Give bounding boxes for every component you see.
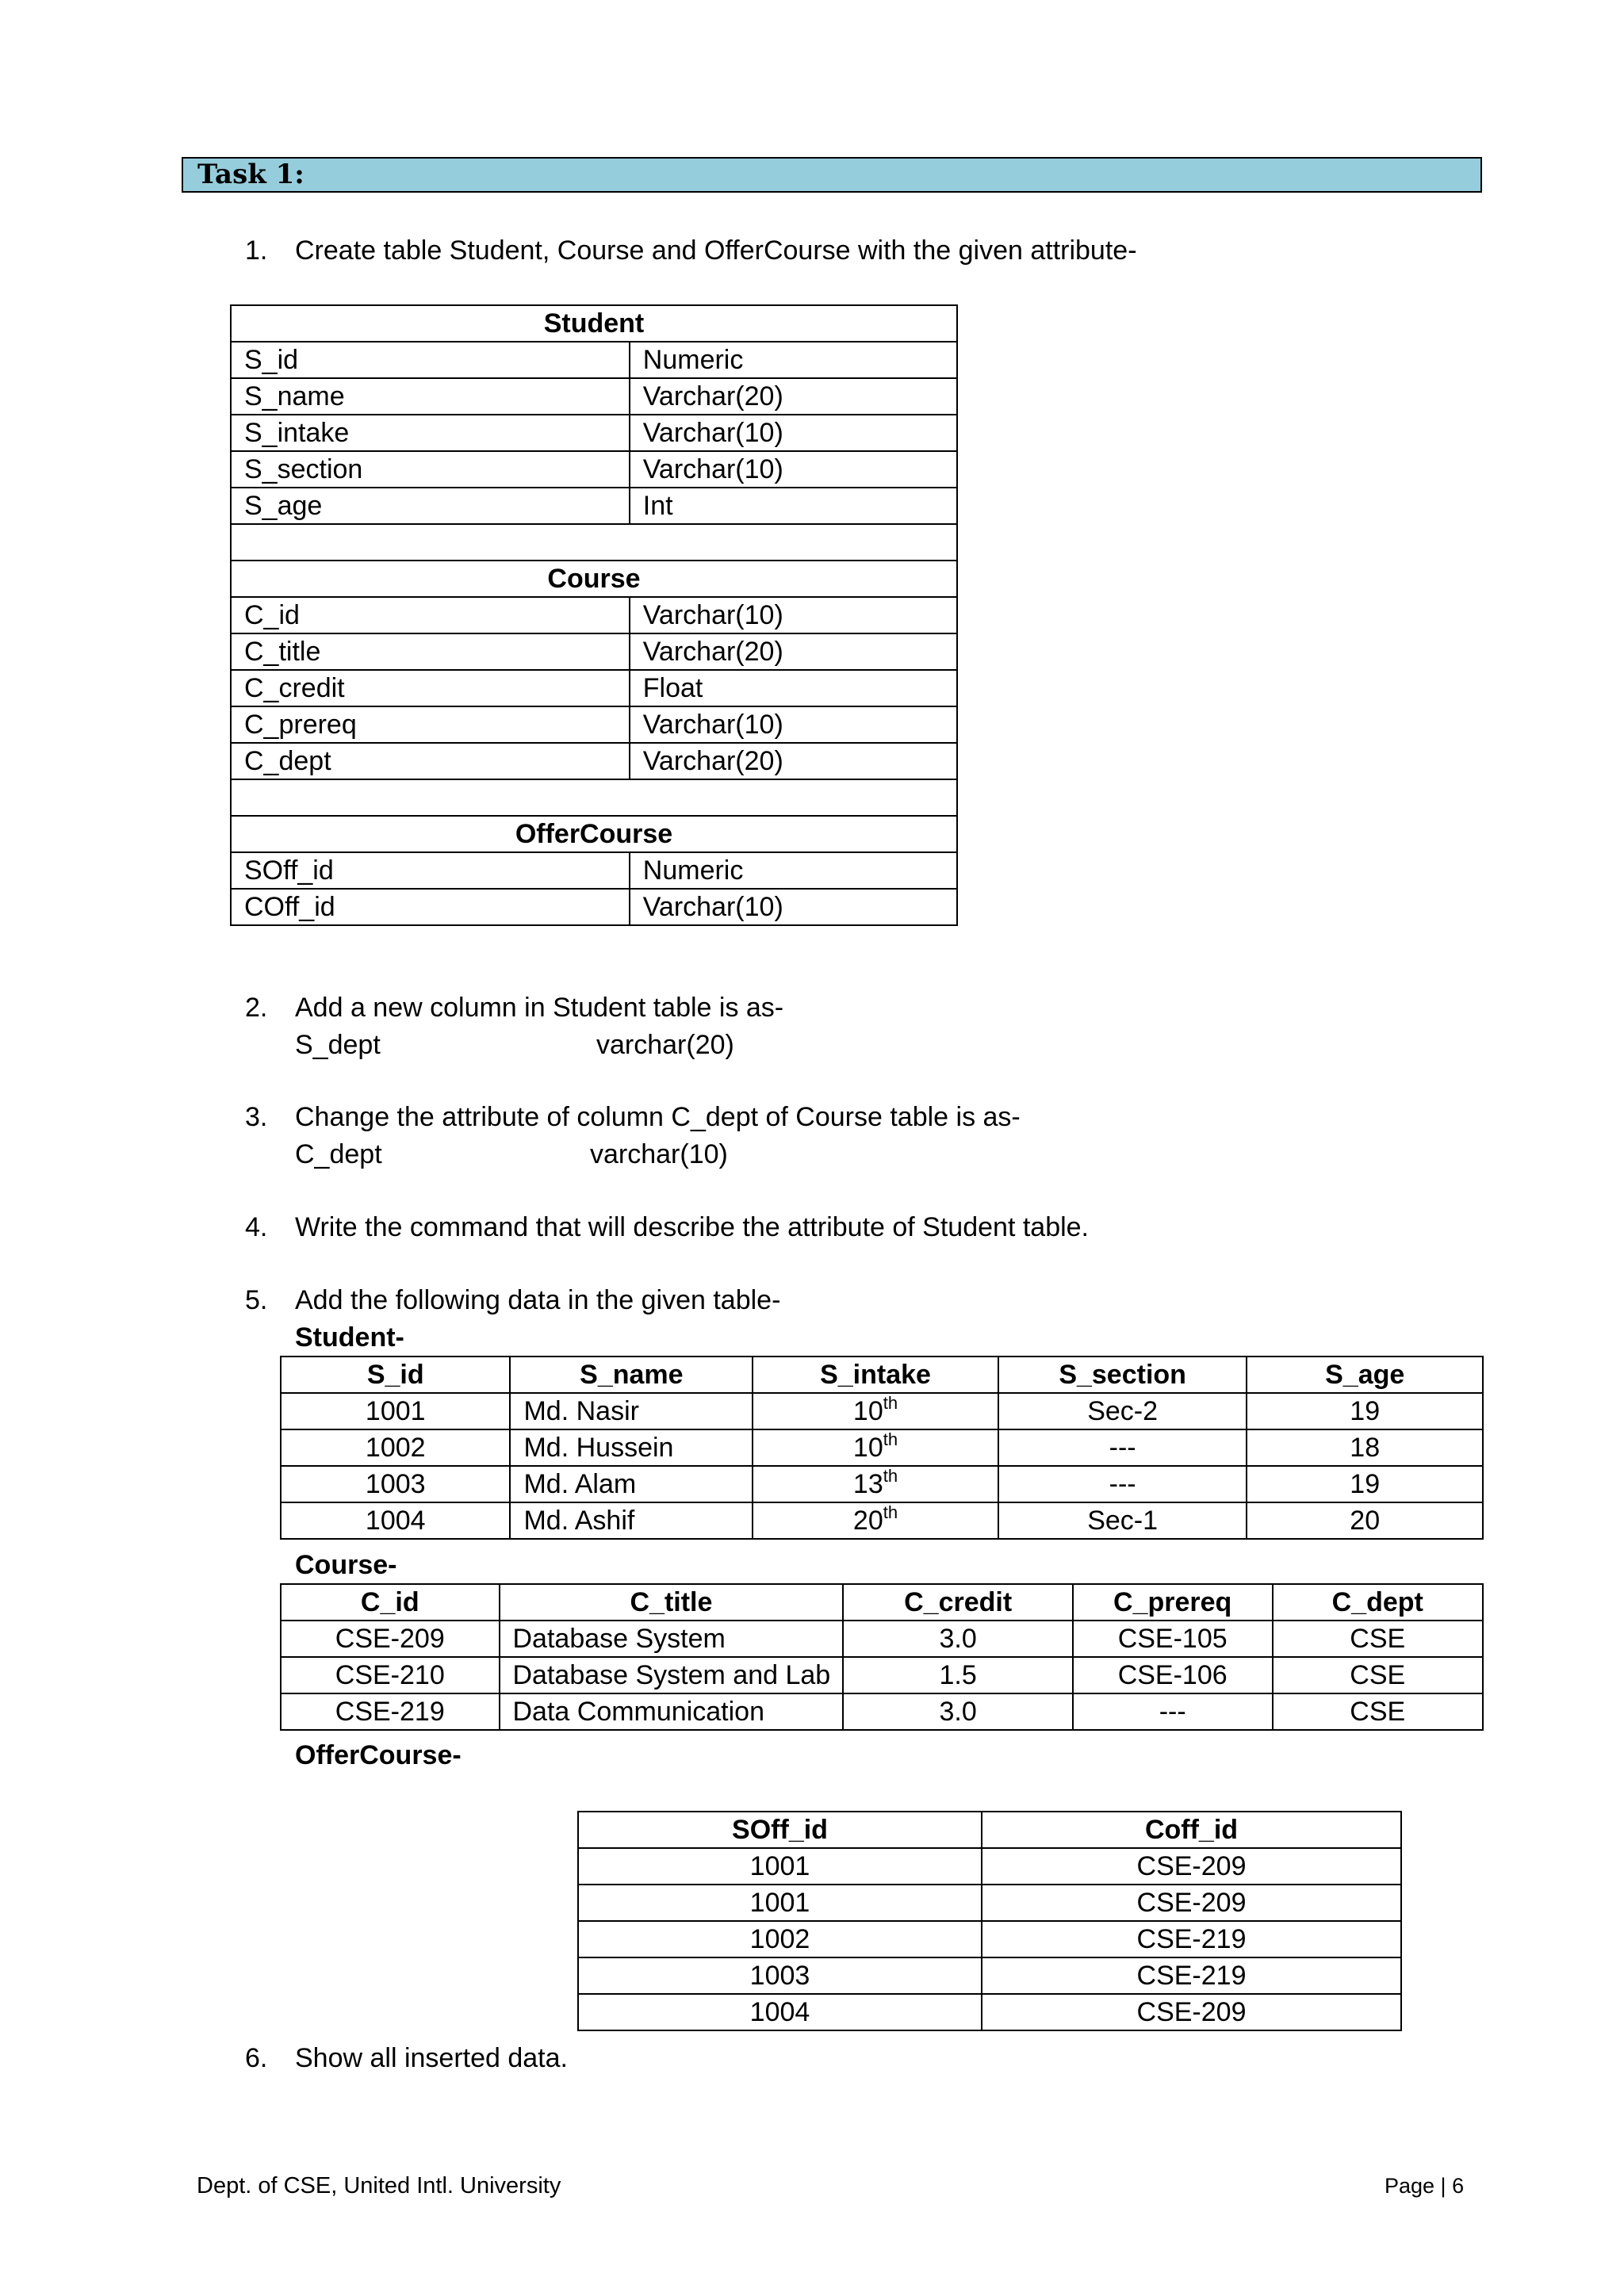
table-cell: 19 — [1247, 1393, 1483, 1429]
table-cell: CSE — [1273, 1621, 1484, 1657]
table-cell: 1001 — [578, 1848, 982, 1885]
column-header: S_section — [998, 1357, 1247, 1393]
item-4-text: Write the command that will describe the attribute of Student table. — [295, 1212, 1090, 1242]
table-row — [231, 706, 957, 743]
column-header: S_id — [281, 1357, 510, 1393]
item-5-text: Add the following data in the given table- — [295, 1285, 781, 1315]
table-cell — [753, 1429, 998, 1466]
table-cell: Varchar(20) — [630, 743, 957, 779]
intake-value: 10 — [852, 1396, 883, 1426]
item-2-number: 2. — [245, 993, 268, 1023]
table-row — [231, 597, 957, 633]
table-cell: CSE-210 — [281, 1657, 500, 1693]
ordinal-suffix: th — [883, 1465, 898, 1486]
table-cell: Md. Ashif — [510, 1502, 753, 1539]
table-cell: 3.0 — [843, 1693, 1072, 1730]
task-header — [182, 157, 1482, 193]
table-cell: 1001 — [281, 1393, 510, 1429]
table-cell: 1001 — [578, 1885, 982, 1921]
table-cell: CSE-209 — [982, 1885, 1401, 1921]
item-1-text: Create table Student, Course and OfferCourse with the given attribute- — [295, 235, 1137, 266]
table-cell: CSE-219 — [281, 1693, 500, 1730]
table-cell: S_name — [231, 378, 630, 415]
table-cell: Varchar(10) — [630, 451, 957, 488]
table-cell: Varchar(20) — [630, 378, 957, 415]
student-data-label: Student- — [295, 1322, 404, 1353]
table-row — [231, 378, 957, 415]
column-header: S_intake — [753, 1357, 998, 1393]
table-row — [578, 1994, 1401, 2030]
column-header: C_title — [500, 1584, 844, 1621]
table-cell: Md. Nasir — [510, 1393, 753, 1429]
table-row — [578, 1885, 1401, 1921]
table-cell: Varchar(10) — [630, 889, 957, 925]
table-row — [281, 1393, 1483, 1429]
schema-offer-title: OfferCourse — [231, 816, 957, 852]
table-cell: C_credit — [231, 670, 630, 706]
table-cell: --- — [998, 1466, 1247, 1502]
table-row — [231, 451, 957, 488]
table-row — [281, 1693, 1483, 1730]
table-cell: 1004 — [578, 1994, 982, 2030]
table-cell: Database System — [500, 1621, 844, 1657]
table-cell: COff_id — [231, 889, 630, 925]
ordinal-suffix: th — [883, 1502, 898, 1522]
table-cell: CSE — [1273, 1657, 1484, 1693]
item-2-attr-name: S_dept — [295, 1030, 381, 1060]
table-cell: 18 — [1247, 1429, 1483, 1466]
table-row — [578, 1957, 1401, 1994]
column-header: C_dept — [1273, 1584, 1484, 1621]
table-cell: CSE-105 — [1073, 1621, 1273, 1657]
table-row — [281, 1429, 1483, 1466]
table-cell: 1002 — [281, 1429, 510, 1466]
table-row — [231, 670, 957, 706]
table-row — [578, 1848, 1401, 1885]
table-cell: 1.5 — [843, 1657, 1072, 1693]
schema-course-title: Course — [231, 561, 957, 597]
table-cell: Varchar(10) — [630, 706, 957, 743]
table-cell: 1002 — [578, 1921, 982, 1957]
table-cell: 3.0 — [843, 1621, 1072, 1657]
table-cell: C_id — [231, 597, 630, 633]
item-2-text: Add a new column in Student table is as- — [295, 993, 784, 1023]
table-cell: Database System and Lab — [500, 1657, 844, 1693]
table-cell: C_title — [231, 633, 630, 670]
table-cell: Numeric — [630, 342, 957, 378]
table-cell: Data Communication — [500, 1693, 844, 1730]
intake-value: 10 — [852, 1433, 883, 1463]
table-row — [231, 488, 957, 524]
table-cell: Md. Alam — [510, 1466, 753, 1502]
table-row — [281, 1657, 1483, 1693]
table-cell: CSE-106 — [1073, 1657, 1273, 1693]
table-cell: 20 — [1247, 1502, 1483, 1539]
intake-value: 13 — [852, 1469, 883, 1499]
table-cell: C_dept — [231, 743, 630, 779]
table-cell: Varchar(20) — [630, 633, 957, 670]
column-header: C_credit — [843, 1584, 1072, 1621]
course-data-label: Course- — [295, 1550, 397, 1580]
table-cell: 19 — [1247, 1466, 1483, 1502]
table-cell — [753, 1466, 998, 1502]
table-cell: CSE-219 — [982, 1921, 1401, 1957]
table-cell: SOff_id — [231, 852, 630, 889]
table-cell: Sec-2 — [998, 1393, 1247, 1429]
intake-value: 20 — [852, 1506, 883, 1536]
table-row — [231, 852, 957, 889]
table-cell: C_prereq — [231, 706, 630, 743]
table-header-row — [578, 1812, 1401, 1848]
student-data-table — [280, 1356, 1484, 1540]
table-cell: Varchar(10) — [630, 597, 957, 633]
schema-student-title: Student — [231, 305, 957, 342]
item-6-number: 6. — [245, 2043, 268, 2073]
ordinal-suffix: th — [883, 1429, 898, 1449]
table-row — [281, 1466, 1483, 1502]
spacer-row — [231, 779, 957, 816]
table-cell — [753, 1502, 998, 1539]
item-5-number: 5. — [245, 1285, 268, 1315]
item-3-number: 3. — [245, 1102, 268, 1132]
course-data-table — [280, 1583, 1484, 1731]
table-cell: Int — [630, 488, 957, 524]
table-row — [231, 743, 957, 779]
schema-table — [230, 304, 958, 926]
item-2-attr-type: varchar(20) — [596, 1030, 734, 1060]
spacer-row — [231, 524, 957, 561]
table-cell: S_age — [231, 488, 630, 524]
offer-data-table — [577, 1811, 1402, 2031]
table-header-row — [281, 1357, 1483, 1393]
table-header-row — [281, 1584, 1483, 1621]
table-cell: 1003 — [578, 1957, 982, 1994]
table-row — [231, 415, 957, 451]
item-3-attr-name: C_dept — [295, 1139, 382, 1169]
table-row — [281, 1621, 1483, 1657]
footer-department: Dept. of CSE, United Intl. University — [197, 2173, 561, 2198]
table-row — [578, 1921, 1401, 1957]
column-header: C_id — [281, 1584, 500, 1621]
table-cell: CSE-219 — [982, 1957, 1401, 1994]
table-cell: --- — [1073, 1693, 1273, 1730]
column-header: Coff_id — [982, 1812, 1401, 1848]
table-row — [231, 889, 957, 925]
table-cell: Float — [630, 670, 957, 706]
item-3-attr-type: varchar(10) — [590, 1139, 728, 1169]
table-cell: Numeric — [630, 852, 957, 889]
item-4-number: 4. — [245, 1212, 268, 1242]
offer-data-label: OfferCourse- — [295, 1740, 462, 1770]
table-cell: CSE — [1273, 1693, 1484, 1730]
table-cell: CSE-209 — [982, 1848, 1401, 1885]
table-cell: CSE-209 — [281, 1621, 500, 1657]
table-cell: 1003 — [281, 1466, 510, 1502]
table-row — [231, 342, 957, 378]
column-header: S_name — [510, 1357, 753, 1393]
table-cell: S_section — [231, 451, 630, 488]
footer-page-number: Page | 6 — [1385, 2174, 1465, 2198]
item-6-text: Show all inserted data. — [295, 2043, 568, 2073]
table-cell: Sec-1 — [998, 1502, 1247, 1539]
table-cell: Varchar(10) — [630, 415, 957, 451]
table-cell: 1004 — [281, 1502, 510, 1539]
column-header: SOff_id — [578, 1812, 982, 1848]
item-1-number: 1. — [245, 235, 268, 266]
table-cell: Md. Hussein — [510, 1429, 753, 1466]
table-cell — [753, 1393, 998, 1429]
table-cell: --- — [998, 1429, 1247, 1466]
item-3-text: Change the attribute of column C_dept of Course table is as- — [295, 1102, 1021, 1132]
table-row — [281, 1502, 1483, 1539]
table-cell: CSE-209 — [982, 1994, 1401, 2030]
table-row — [231, 633, 957, 670]
ordinal-suffix: th — [883, 1392, 898, 1413]
task-title: Task 1: — [197, 159, 304, 190]
table-cell: S_intake — [231, 415, 630, 451]
column-header: S_age — [1247, 1357, 1483, 1393]
column-header: C_prereq — [1073, 1584, 1273, 1621]
table-cell: S_id — [231, 342, 630, 378]
